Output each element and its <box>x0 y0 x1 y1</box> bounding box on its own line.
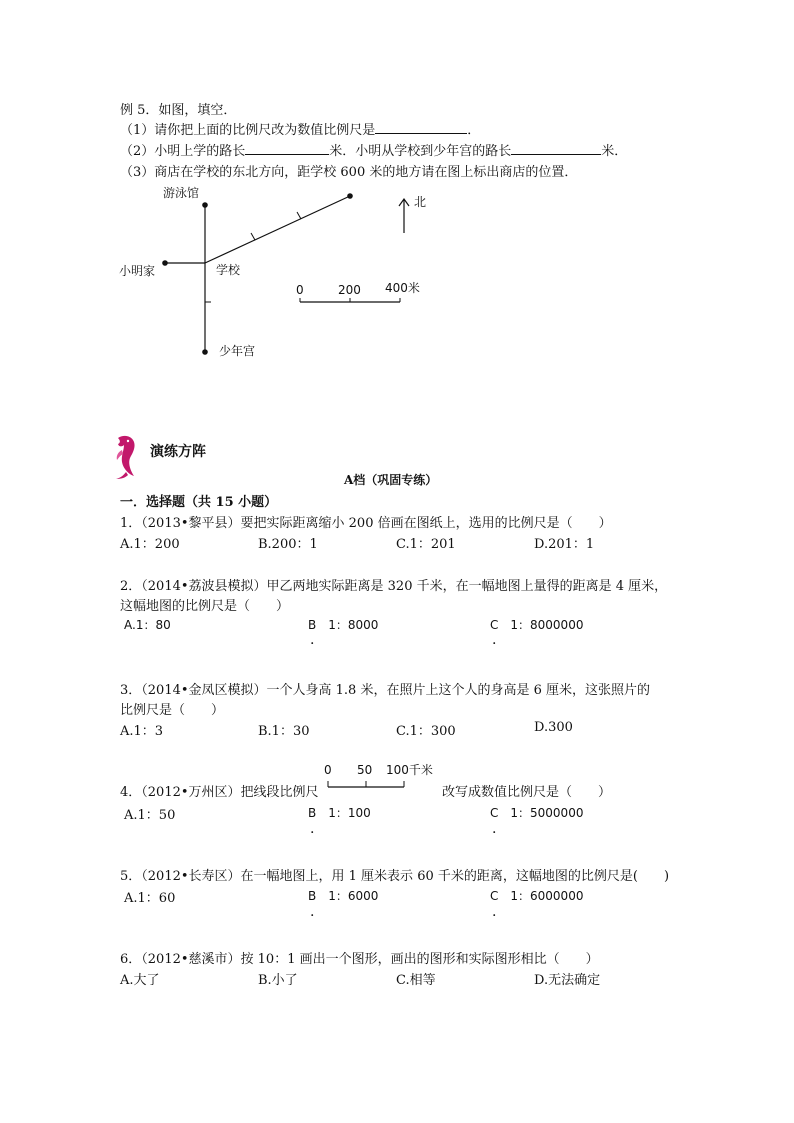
q3-option-b[interactable]: B.1：30 <box>258 724 310 739</box>
example-title: 例 5．如图，填空． <box>120 103 237 118</box>
northeast-point <box>347 193 353 199</box>
question-6-stem: 6．（2012•慈溪市）按 10：1 画出一个图形，画出的图形和实际图形相比（ ） <box>120 952 599 967</box>
section-heading: 一．选择题（共 15 小题） <box>120 495 278 510</box>
q4-option-b[interactable]: B 1：100 <box>308 806 371 820</box>
northeast-road <box>205 196 350 263</box>
q5-option-a[interactable]: A.1：60 <box>124 891 176 906</box>
q6-option-b[interactable]: B.小了 <box>258 973 298 988</box>
practice-header: 演练方阵 <box>150 444 206 460</box>
example-line-3: （3）商店在学校的东北方向，距学校 600 米的地方请在图上标出商店的位置． <box>120 165 578 180</box>
example-line-1-suffix: ． <box>467 123 481 138</box>
q1-option-c[interactable]: C.1：201 <box>396 537 456 552</box>
q1-option-a[interactable]: A.1：200 <box>120 537 180 552</box>
q3-option-c[interactable]: C.1：300 <box>396 724 456 739</box>
q5-option-c[interactable]: C 1：6000000 <box>490 889 584 903</box>
palace-point <box>202 349 208 355</box>
school-label: 学校 <box>216 263 241 277</box>
question-1-stem: 1．（2013•黎平县）要把实际距离缩小 200 倍画在图纸上，选用的比例尺是（ ） <box>120 516 612 531</box>
q3-option-a[interactable]: A.1：3 <box>120 724 164 739</box>
question-4-stem-b: 改写成数值比例尺是（ ） <box>442 785 612 800</box>
q2-option-c[interactable]: C 1：8000000 <box>490 618 584 632</box>
example-line-2-suffix: 米． <box>601 144 628 159</box>
line-scale-tick-0: 0 <box>324 763 332 777</box>
q6-option-c[interactable]: C.相等 <box>396 973 436 988</box>
question-3-stem-2: 比例尺是（ ） <box>120 703 225 718</box>
q5-option-b[interactable]: B 1：6000 <box>308 889 379 903</box>
example-line-2-text: （2）小明上学的路长 <box>120 144 246 159</box>
palace-label: 少年宫 <box>219 344 256 358</box>
q4-option-c[interactable]: C 1：5000000 <box>490 806 584 820</box>
question-5-stem: 5．（2012•长寿区）在一幅地图上，用 1 厘米表示 60 千米的距离，这幅地图的比例尺是( ) <box>120 869 670 884</box>
home-point <box>162 260 168 266</box>
q6-option-a[interactable]: A.大了 <box>120 973 160 988</box>
line-scale-figure <box>320 760 450 796</box>
line-scale-tick-50: 50 <box>357 763 373 777</box>
question-2-stem-2: 这幅地图的比例尺是（ ） <box>120 599 290 614</box>
level-heading: A档（巩固专练） <box>344 473 438 487</box>
home-label: 小明家 <box>119 264 156 278</box>
question-3-stem: 3．（2014•金凤区模拟）一个人身高 1.8 米，在照片上这个人的身高是 6 厘米，这张照片的 <box>120 683 650 698</box>
q3-option-d[interactable]: D.300 <box>534 720 573 735</box>
q1-option-b[interactable]: B.200：1 <box>258 537 318 552</box>
dolphin-icon <box>112 432 140 482</box>
q2-option-b[interactable]: B 1：8000 <box>308 618 379 632</box>
example-line-2-middle: 米．小明从学校到少年宫的路长 <box>329 144 512 159</box>
q1-option-d[interactable]: D.201：1 <box>534 537 595 552</box>
example-line-1-text: （1）请你把上面的比例尺改为数值比例尺是 <box>120 123 376 138</box>
q2-option-a[interactable]: A.1：80 <box>124 618 171 632</box>
scale-tick-200: 200 <box>338 283 361 297</box>
q4-option-a[interactable]: A.1：50 <box>124 808 176 823</box>
map-diagram <box>0 0 794 400</box>
question-4-stem-a: 4．（2012•万州区）把线段比例尺 <box>120 785 319 800</box>
pool-point <box>202 202 208 208</box>
line-scale-tick-100: 100千米 <box>386 763 433 777</box>
q6-option-d[interactable]: D.无法确定 <box>534 973 601 988</box>
scale-tick-0: 0 <box>296 283 304 297</box>
scale-tick-400: 400米 <box>385 281 420 295</box>
pool-label: 游泳馆 <box>163 186 200 200</box>
question-2-stem: 2．（2014•荔波县模拟）甲乙两地实际距离是 320 千米，在一幅地图上量得的距离是 4 厘米， <box>120 579 668 594</box>
north-label: 北 <box>414 195 427 209</box>
